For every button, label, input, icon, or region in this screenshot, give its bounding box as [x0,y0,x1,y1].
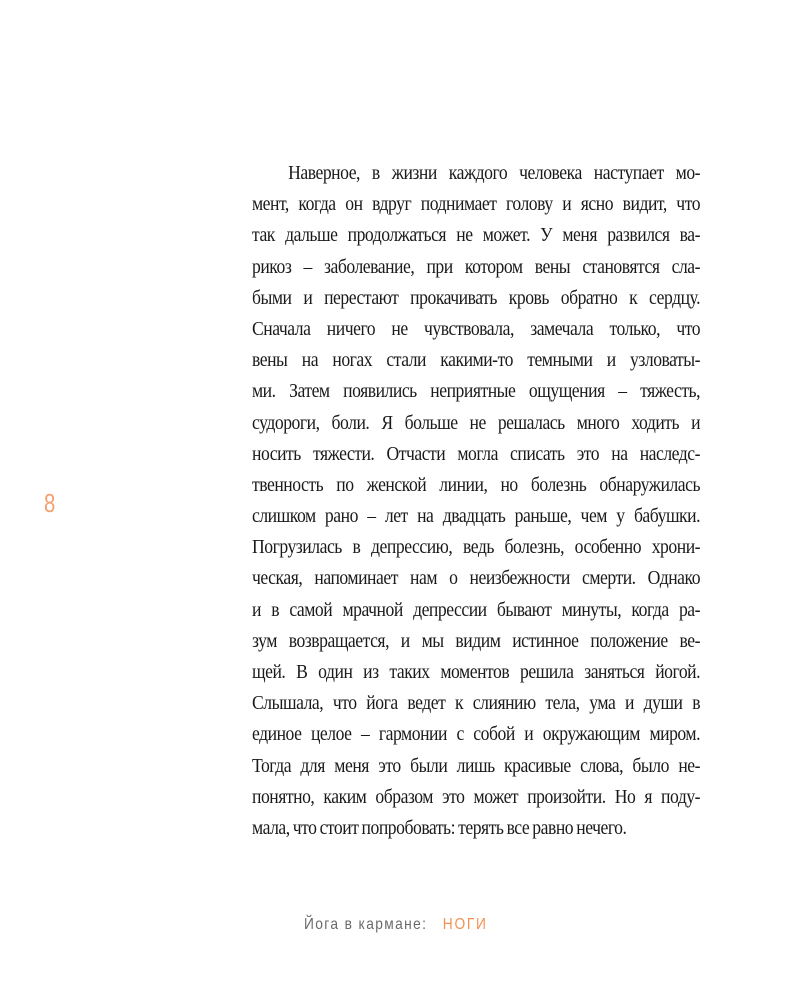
text-line: зум возвращается, и мы видим истинное положение ве- [252,629,701,652]
text-line: носить тяжести. Отчасти могла списать это на наследс- [252,442,701,465]
text-line: мала, что стоит попробовать: терять все равно нечего. [252,816,627,839]
text-line: щей. В один из таких моментов решила заняться йогой. [252,661,701,683]
text-line: Сначала ничего не чувствовала, замечала только, что [252,317,701,340]
text-line: судороги, боли. Я больше не решалась много ходить и [252,411,701,434]
text-line: единое целое – гармонии с собой и окружающим миром. [252,723,701,746]
text-line: Тогда для меня это были лишь красивые слова, было не- [252,754,701,777]
text-line: ческая, напоминает нам о неизбежности смерти. Однако [252,567,701,590]
footer-book-title: Йога в кармане: [304,916,428,933]
text-line: Слышала, что йога ведет к слиянию тела, ума и души в [252,692,701,715]
text-line: быми и перестают прокачивать кровь обратно к сердцу. [252,286,701,309]
text-line: Погрузилась в депрессию, ведь болезнь, особенно хрони- [252,536,701,559]
text-line: мент, когда он вдруг поднимает голову и ясно видит, что [252,193,701,216]
text-line: и в самой мрачной депрессии бывают минуты, когда ра- [252,598,701,621]
text-line: ми. Затем появились неприятные ощущения – тяжесть, [252,380,701,403]
text-line: слишком рано – лет на двадцать раньше, чем у бабушки. [252,505,701,528]
body-text [252,158,700,844]
text-line: вены на ногах стали какими-то темными и узловаты- [252,349,701,372]
text-line: понятно, каким образом это может произойти. Но я поду- [252,785,701,808]
text-line: Наверное, в жизни каждого человека наступает мо- [288,162,701,184]
text-line: твенность по женской линии, но болезнь обнаружилась [252,473,701,496]
footer-section-title: НОГИ [442,916,488,933]
text-line: так дальше продолжаться не может. У меня развился ва- [252,224,701,247]
text-line: рикоз – заболевание, при котором вены становятся сла- [252,255,701,278]
running-footer [304,916,488,934]
page-number: 8 [44,488,56,518]
